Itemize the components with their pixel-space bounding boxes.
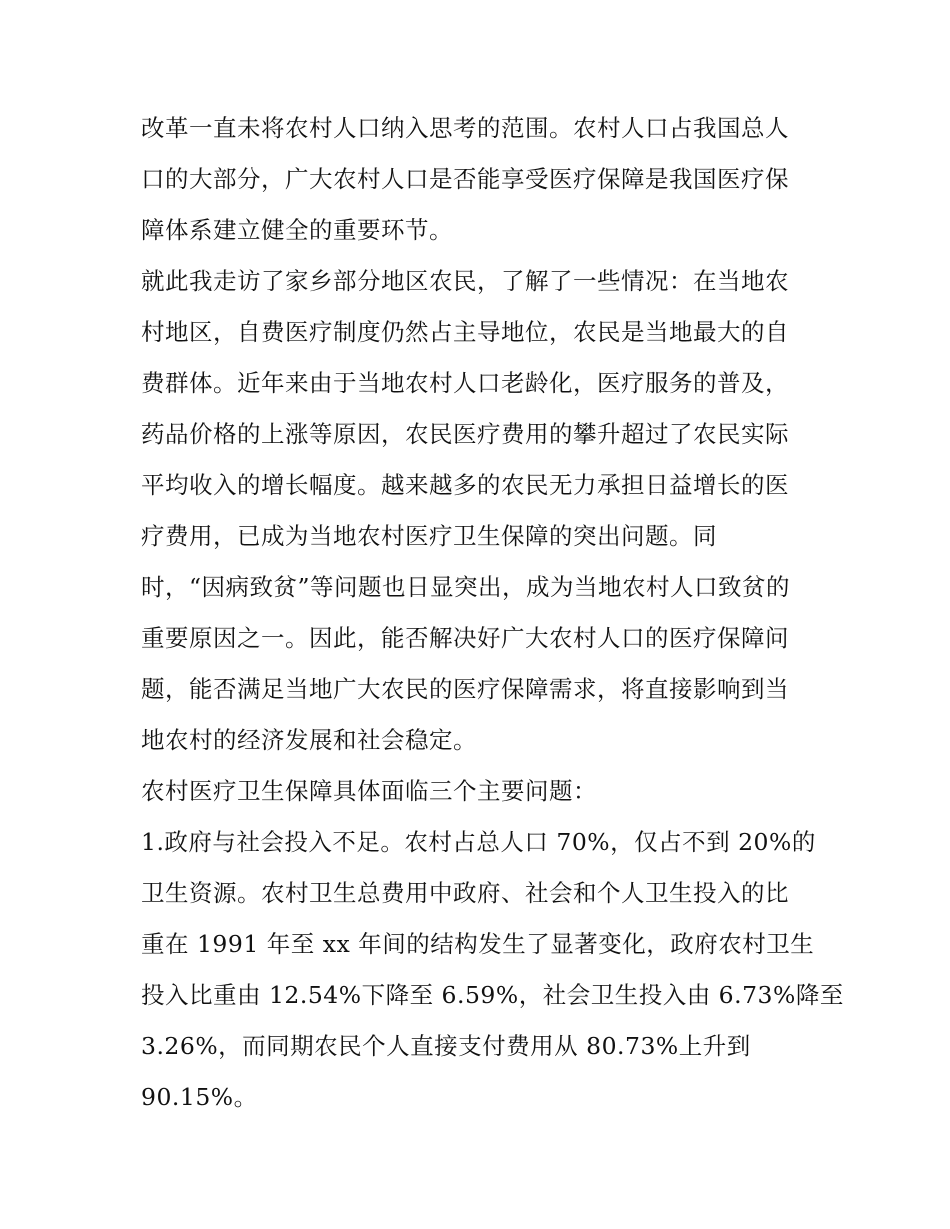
document-body — [141, 103, 844, 1123]
text-line: 投入比重由 12.54%下降至 6.59%，社会卫生投入由 6.73%降至 — [141, 981, 844, 1009]
text-line: 3.26%，而同期农民个人直接支付费用从 80.73%上升到 — [141, 1032, 751, 1060]
text-line: 地农村的经济发展和社会稳定。 — [141, 726, 477, 754]
text-line: 90.15%。 — [141, 1083, 258, 1111]
text-line: 1.政府与社会投入不足。农村占总人口 70%，仅占不到 20%的 — [141, 828, 816, 856]
text-line: 重在 1991 年至 xx 年间的结构发生了显著变化，政府农村卫生 — [141, 930, 815, 958]
text-line: 题，能否满足当地广大农民的医疗保障需求，将直接影响到当 — [141, 675, 789, 703]
text-line: 平均收入的增长幅度。越来越多的农民无力承担日益增长的医 — [141, 471, 789, 499]
text-line: 口的大部分，广大农村人口是否能享受医疗保障是我国医疗保 — [141, 165, 789, 193]
text-line: 疗费用，已成为当地农村医疗卫生保障的突出问题。同 — [141, 522, 717, 550]
text-line: 卫生资源。农村卫生总费用中政府、社会和个人卫生投入的比 — [141, 879, 789, 907]
text-line: 村地区，自费医疗制度仍然占主导地位，农民是当地最大的自 — [141, 318, 789, 346]
text-line: 改革一直未将农村人口纳入思考的范围。农村人口占我国总人 — [141, 114, 789, 142]
text-line: 重要原因之一。因此，能否解决好广大农村人口的医疗保障问 — [141, 624, 789, 652]
text-line: 费群体。近年来由于当地农村人口老龄化，医疗服务的普及， — [141, 369, 789, 397]
text-line: 药品价格的上涨等原因，农民医疗费用的攀升超过了农民实际 — [141, 420, 789, 448]
text-line: 时，“因病致贫”等问题也日显突出，成为当地农村人口致贫的 — [141, 573, 791, 601]
text-line: 农村医疗卫生保障具体面临三个主要问题： — [141, 777, 597, 805]
text-line: 就此我走访了家乡部分地区农民，了解了一些情况：在当地农 — [141, 267, 789, 295]
text-line: 障体系建立健全的重要环节。 — [141, 216, 453, 244]
